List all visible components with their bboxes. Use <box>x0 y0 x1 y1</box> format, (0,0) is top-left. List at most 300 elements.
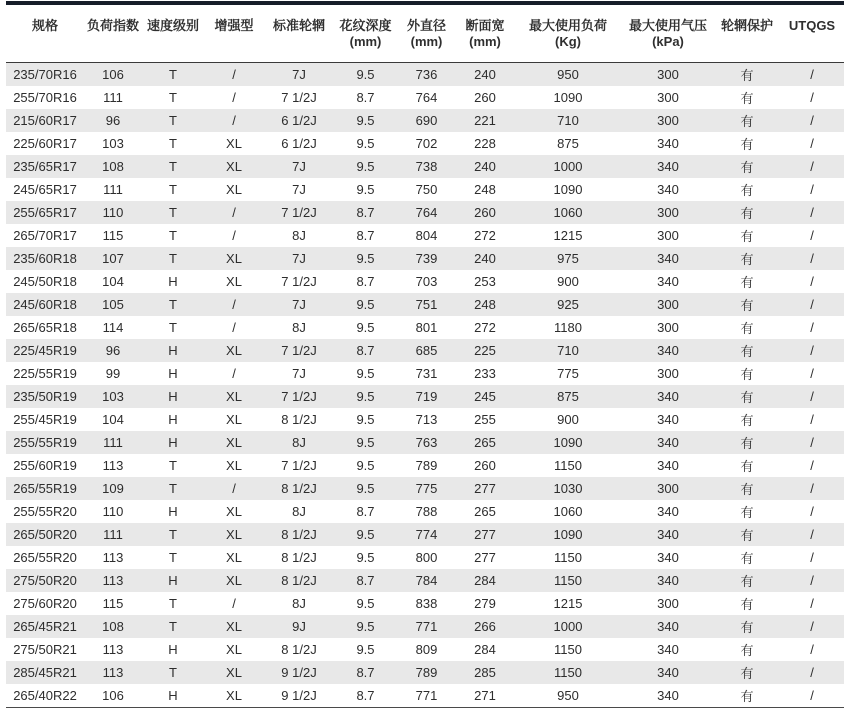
table-row <box>6 408 844 431</box>
cell: XL <box>226 411 242 427</box>
table-row <box>6 569 844 592</box>
cell: 340 <box>657 181 679 197</box>
column-header-label: 外直径 <box>406 18 446 33</box>
cell: 751 <box>415 296 438 312</box>
cell: 266 <box>474 618 496 634</box>
cell: 255/55R19 <box>13 434 77 450</box>
cell: 275/50R20 <box>13 572 77 588</box>
cell: / <box>232 365 236 381</box>
cell: 1150 <box>554 572 582 588</box>
cell: 有 <box>740 619 754 635</box>
cell: H <box>168 388 178 404</box>
cell: T <box>169 526 177 542</box>
cell: T <box>169 158 177 174</box>
column-header-unit: (kPa) <box>652 34 684 49</box>
cell: 265/65R18 <box>13 319 77 335</box>
cell: 9.5 <box>356 480 375 496</box>
cell: 245/50R18 <box>13 273 77 289</box>
cell: 710 <box>557 342 579 358</box>
table-row <box>6 339 844 362</box>
cell: 950 <box>557 66 579 82</box>
cell: 1030 <box>553 480 583 496</box>
cell: 8J <box>292 227 306 243</box>
cell: 340 <box>657 641 679 657</box>
tire-spec-table <box>6 5 844 707</box>
cell: 245/65R17 <box>13 181 77 197</box>
cell: 7 1/2J <box>281 342 317 358</box>
cell: XL <box>226 181 242 197</box>
cell: H <box>168 434 178 450</box>
cell: 103 <box>102 135 124 151</box>
table-row <box>6 477 844 500</box>
cell: 9.5 <box>356 250 375 266</box>
cell: 8 1/2J <box>281 480 317 496</box>
cell: 8J <box>292 503 306 519</box>
cell: 6 1/2J <box>281 135 317 151</box>
cell: 1090 <box>553 181 583 197</box>
cell: 7 1/2J <box>281 273 317 289</box>
cell: 有 <box>740 550 754 566</box>
cell: 265/55R19 <box>13 480 77 496</box>
cell: 809 <box>415 641 438 657</box>
cell: 774 <box>415 526 438 542</box>
cell: 340 <box>657 388 679 404</box>
cell: 有 <box>740 228 754 244</box>
cell: 279 <box>474 595 496 611</box>
cell: 900 <box>557 411 579 427</box>
cell: / <box>810 595 814 611</box>
cell: H <box>168 641 178 657</box>
cell: 7 1/2J <box>281 89 317 105</box>
cell: 875 <box>557 388 579 404</box>
cell: 235/70R16 <box>13 66 77 82</box>
cell: 有 <box>740 297 754 313</box>
cell: / <box>810 572 814 588</box>
cell: T <box>169 480 177 496</box>
cell: 255 <box>474 411 496 427</box>
cell: 105 <box>102 296 124 312</box>
cell: 有 <box>740 596 754 612</box>
cell: 8 1/2J <box>281 411 317 427</box>
cell: 9.5 <box>356 296 375 312</box>
table-row <box>6 615 844 638</box>
column-header-label: 标准轮辋 <box>272 18 325 33</box>
cell: 有 <box>740 504 754 520</box>
cell: 731 <box>415 365 438 381</box>
cell: 9.5 <box>356 181 375 197</box>
cell: 804 <box>415 227 438 243</box>
cell: 有 <box>740 665 754 681</box>
cell: 265 <box>474 503 496 519</box>
cell: 255/45R19 <box>13 411 77 427</box>
table-row <box>6 270 844 293</box>
cell: 240 <box>474 250 496 266</box>
cell: 225 <box>474 342 496 358</box>
cell: 225/55R19 <box>13 365 77 381</box>
cell: 113 <box>102 549 124 565</box>
cell: / <box>810 526 814 542</box>
cell: 284 <box>474 572 496 588</box>
cell: 690 <box>415 112 438 128</box>
cell: 9.5 <box>356 549 375 565</box>
cell: 240 <box>474 158 496 174</box>
cell: 975 <box>557 250 579 266</box>
cell: 9.5 <box>356 641 375 657</box>
cell: 有 <box>740 67 754 83</box>
cell: 106 <box>102 66 124 82</box>
table-row <box>6 500 844 523</box>
cell: 245/60R18 <box>13 296 77 312</box>
column-header-unit: (Kg) <box>555 34 581 49</box>
table-row <box>6 546 844 569</box>
cell: 340 <box>657 411 679 427</box>
cell: 107 <box>102 250 124 266</box>
cell: 275/60R20 <box>13 595 77 611</box>
cell: 有 <box>740 412 754 428</box>
cell: / <box>810 618 814 634</box>
cell: 9.5 <box>356 411 375 427</box>
cell: 111 <box>103 89 123 105</box>
cell: 1150 <box>554 549 582 565</box>
cell: 有 <box>740 688 754 704</box>
cell: 739 <box>415 250 438 266</box>
cell: XL <box>226 526 242 542</box>
cell: 有 <box>740 458 754 474</box>
cell: 有 <box>740 642 754 658</box>
cell: 有 <box>740 113 754 129</box>
cell: 221 <box>474 112 496 128</box>
cell: 284 <box>474 641 496 657</box>
cell: 有 <box>740 573 754 589</box>
cell: 7J <box>292 66 306 82</box>
column-header-unit: (mm) <box>469 34 501 49</box>
cell: / <box>232 66 236 82</box>
cell: XL <box>226 135 242 151</box>
cell: 有 <box>740 159 754 175</box>
table-row <box>6 86 844 109</box>
cell: 340 <box>657 664 679 680</box>
cell: 702 <box>415 135 438 151</box>
cell: 1180 <box>554 319 582 335</box>
cell: / <box>810 388 814 404</box>
cell: XL <box>226 434 242 450</box>
cell: 271 <box>474 687 496 703</box>
cell: 99 <box>105 365 121 381</box>
column-header-12 <box>780 5 844 63</box>
cell: H <box>168 503 178 519</box>
cell: 7J <box>292 250 306 266</box>
cell: XL <box>226 664 242 680</box>
cell: 9.5 <box>356 66 375 82</box>
cell: 113 <box>102 641 124 657</box>
cell: 300 <box>657 365 679 381</box>
cell: / <box>810 250 814 266</box>
cell: 300 <box>657 66 679 82</box>
cell: 340 <box>657 158 679 174</box>
cell: XL <box>226 342 242 358</box>
column-header-5 <box>264 5 334 63</box>
cell: / <box>810 411 814 427</box>
cell: 225/60R17 <box>13 135 77 151</box>
cell: 有 <box>740 90 754 106</box>
column-header-10 <box>622 5 714 63</box>
cell: T <box>169 319 177 335</box>
cell: 300 <box>657 480 679 496</box>
cell: T <box>169 66 177 82</box>
cell: 300 <box>657 595 679 611</box>
cell: XL <box>226 503 242 519</box>
cell: 260 <box>474 89 496 105</box>
cell: 7 1/2J <box>281 388 317 404</box>
cell: H <box>168 365 178 381</box>
cell: 9J <box>292 618 306 634</box>
cell: XL <box>226 549 242 565</box>
cell: 1060 <box>553 204 583 220</box>
cell: / <box>810 641 814 657</box>
table-body <box>6 63 844 707</box>
cell: 801 <box>415 319 438 335</box>
cell: 225/45R19 <box>13 342 77 358</box>
cell: 96 <box>105 112 121 128</box>
table-row <box>6 523 844 546</box>
table-header-row <box>6 5 844 63</box>
column-header-label: 断面宽 <box>465 18 505 33</box>
table-row <box>6 362 844 385</box>
cell: / <box>810 687 814 703</box>
cell: 340 <box>657 342 679 358</box>
cell: 764 <box>415 204 438 220</box>
column-header-3 <box>142 5 204 63</box>
cell: / <box>232 204 236 220</box>
cell: T <box>169 227 177 243</box>
table-row <box>6 638 844 661</box>
cell: / <box>810 227 814 243</box>
cell: / <box>810 273 814 289</box>
cell: 8.7 <box>356 687 375 703</box>
cell: 1150 <box>554 664 582 680</box>
cell: 有 <box>740 205 754 221</box>
cell: / <box>810 66 814 82</box>
cell: 248 <box>474 296 496 312</box>
cell: 111 <box>103 181 123 197</box>
cell: T <box>169 618 177 634</box>
table-row <box>6 63 844 86</box>
cell: / <box>232 227 236 243</box>
table-row <box>6 293 844 316</box>
cell: 9.5 <box>356 526 375 542</box>
cell: 260 <box>474 457 496 473</box>
cell: H <box>168 342 178 358</box>
column-header-4 <box>204 5 264 63</box>
cell: 有 <box>740 274 754 290</box>
column-header-8 <box>456 5 514 63</box>
cell: 9.5 <box>356 595 375 611</box>
cell: 8.7 <box>356 572 375 588</box>
cell: 771 <box>415 618 438 634</box>
cell: 1000 <box>553 618 583 634</box>
cell: 340 <box>657 434 679 450</box>
column-header-label: 最大使用气压 <box>628 18 707 33</box>
cell: 784 <box>415 572 438 588</box>
cell: T <box>169 250 177 266</box>
table-row <box>6 224 844 247</box>
cell: 789 <box>415 664 438 680</box>
cell: 8.7 <box>356 342 375 358</box>
cell: 108 <box>102 618 124 634</box>
cell: 300 <box>657 296 679 312</box>
cell: 有 <box>740 481 754 497</box>
cell: 340 <box>657 687 679 703</box>
cell: 9.5 <box>356 388 375 404</box>
cell: 300 <box>657 204 679 220</box>
cell: 265 <box>474 434 496 450</box>
cell: 277 <box>474 549 496 565</box>
cell: 255/70R16 <box>13 89 77 105</box>
cell: H <box>168 273 178 289</box>
table-row <box>6 247 844 270</box>
cell: 265/55R20 <box>13 549 77 565</box>
cell: 255/60R19 <box>13 457 77 473</box>
cell: 110 <box>102 503 124 519</box>
cell: 235/65R17 <box>13 158 77 174</box>
cell: 340 <box>657 549 679 565</box>
column-header-unit: (mm) <box>349 34 382 49</box>
cell: 9.5 <box>356 457 375 473</box>
cell: 有 <box>740 182 754 198</box>
cell: XL <box>226 457 242 473</box>
cell: 106 <box>102 687 124 703</box>
cell: 9 1/2J <box>281 664 317 680</box>
cell: 1090 <box>553 526 583 542</box>
cell: 8.7 <box>356 503 375 519</box>
column-header-9 <box>514 5 622 63</box>
cell: 340 <box>657 503 679 519</box>
cell: / <box>232 112 236 128</box>
cell: / <box>810 503 814 519</box>
cell: 285/45R21 <box>13 664 77 680</box>
cell: 235/60R18 <box>13 250 77 266</box>
cell: 900 <box>557 273 579 289</box>
cell: 1090 <box>553 89 583 105</box>
cell: 750 <box>415 181 438 197</box>
cell: 240 <box>474 66 496 82</box>
cell: 9.5 <box>356 618 375 634</box>
table-row <box>6 385 844 408</box>
cell: 340 <box>657 457 679 473</box>
cell: 265/45R21 <box>13 618 77 634</box>
cell: XL <box>226 388 242 404</box>
cell: 719 <box>415 388 438 404</box>
column-header-unit: (mm) <box>410 34 443 49</box>
cell: 245 <box>474 388 496 404</box>
cell: / <box>810 296 814 312</box>
cell: 8.7 <box>356 204 375 220</box>
cell: 253 <box>474 273 496 289</box>
cell: T <box>169 204 177 220</box>
table-row <box>6 592 844 615</box>
cell: 7J <box>292 296 306 312</box>
table-row <box>6 132 844 155</box>
cell: 248 <box>474 181 496 197</box>
cell: 9.5 <box>356 319 375 335</box>
column-header-1 <box>6 5 84 63</box>
cell: 8 1/2J <box>281 641 317 657</box>
cell: 771 <box>415 687 438 703</box>
cell: 265/50R20 <box>13 526 77 542</box>
cell: 950 <box>557 687 579 703</box>
cell: 9 1/2J <box>281 687 317 703</box>
cell: 8.7 <box>356 89 375 105</box>
cell: 115 <box>102 595 124 611</box>
cell: 300 <box>657 112 679 128</box>
column-header-label: 速度级别 <box>146 18 199 33</box>
column-header-label: 负荷指数 <box>86 18 139 33</box>
cell: 111 <box>103 526 123 542</box>
cell: 有 <box>740 343 754 359</box>
cell: T <box>169 181 177 197</box>
table-row <box>6 155 844 178</box>
column-header-label: 花纹深度 <box>339 18 392 33</box>
cell: 340 <box>657 135 679 151</box>
cell: / <box>810 135 814 151</box>
cell: 875 <box>557 135 579 151</box>
cell: / <box>810 549 814 565</box>
cell: 340 <box>657 618 679 634</box>
cell: 277 <box>474 480 496 496</box>
cell: 340 <box>657 250 679 266</box>
cell: 736 <box>415 66 438 82</box>
cell: 104 <box>102 411 124 427</box>
column-header-label: 最大使用负荷 <box>528 18 607 33</box>
bottom-divider-bar <box>6 707 844 708</box>
cell: 1060 <box>553 503 583 519</box>
cell: 285 <box>474 664 496 680</box>
cell: T <box>169 135 177 151</box>
cell: 8.7 <box>356 227 375 243</box>
cell: 8J <box>292 319 306 335</box>
cell: H <box>168 572 178 588</box>
column-header-6 <box>334 5 397 63</box>
cell: 113 <box>102 572 124 588</box>
cell: T <box>169 89 177 105</box>
cell: 272 <box>474 319 496 335</box>
cell: H <box>168 411 178 427</box>
cell: T <box>169 664 177 680</box>
cell: 7J <box>292 365 306 381</box>
column-header-label: 规格 <box>31 18 58 33</box>
cell: 838 <box>415 595 438 611</box>
table-row <box>6 201 844 224</box>
cell: 有 <box>740 366 754 382</box>
cell: / <box>810 480 814 496</box>
cell: 9.5 <box>356 434 375 450</box>
column-header-7 <box>397 5 456 63</box>
cell: 9.5 <box>356 365 375 381</box>
cell: 9.5 <box>356 112 375 128</box>
cell: 104 <box>102 273 124 289</box>
column-header-label: 轮辋保护 <box>720 18 773 33</box>
cell: / <box>232 480 236 496</box>
cell: 108 <box>102 158 124 174</box>
column-header-2 <box>84 5 142 63</box>
cell: 有 <box>740 527 754 543</box>
cell: / <box>810 342 814 358</box>
cell: 685 <box>415 342 438 358</box>
cell: 277 <box>474 526 496 542</box>
cell: 340 <box>657 572 679 588</box>
cell: 764 <box>415 89 438 105</box>
table-row <box>6 431 844 454</box>
